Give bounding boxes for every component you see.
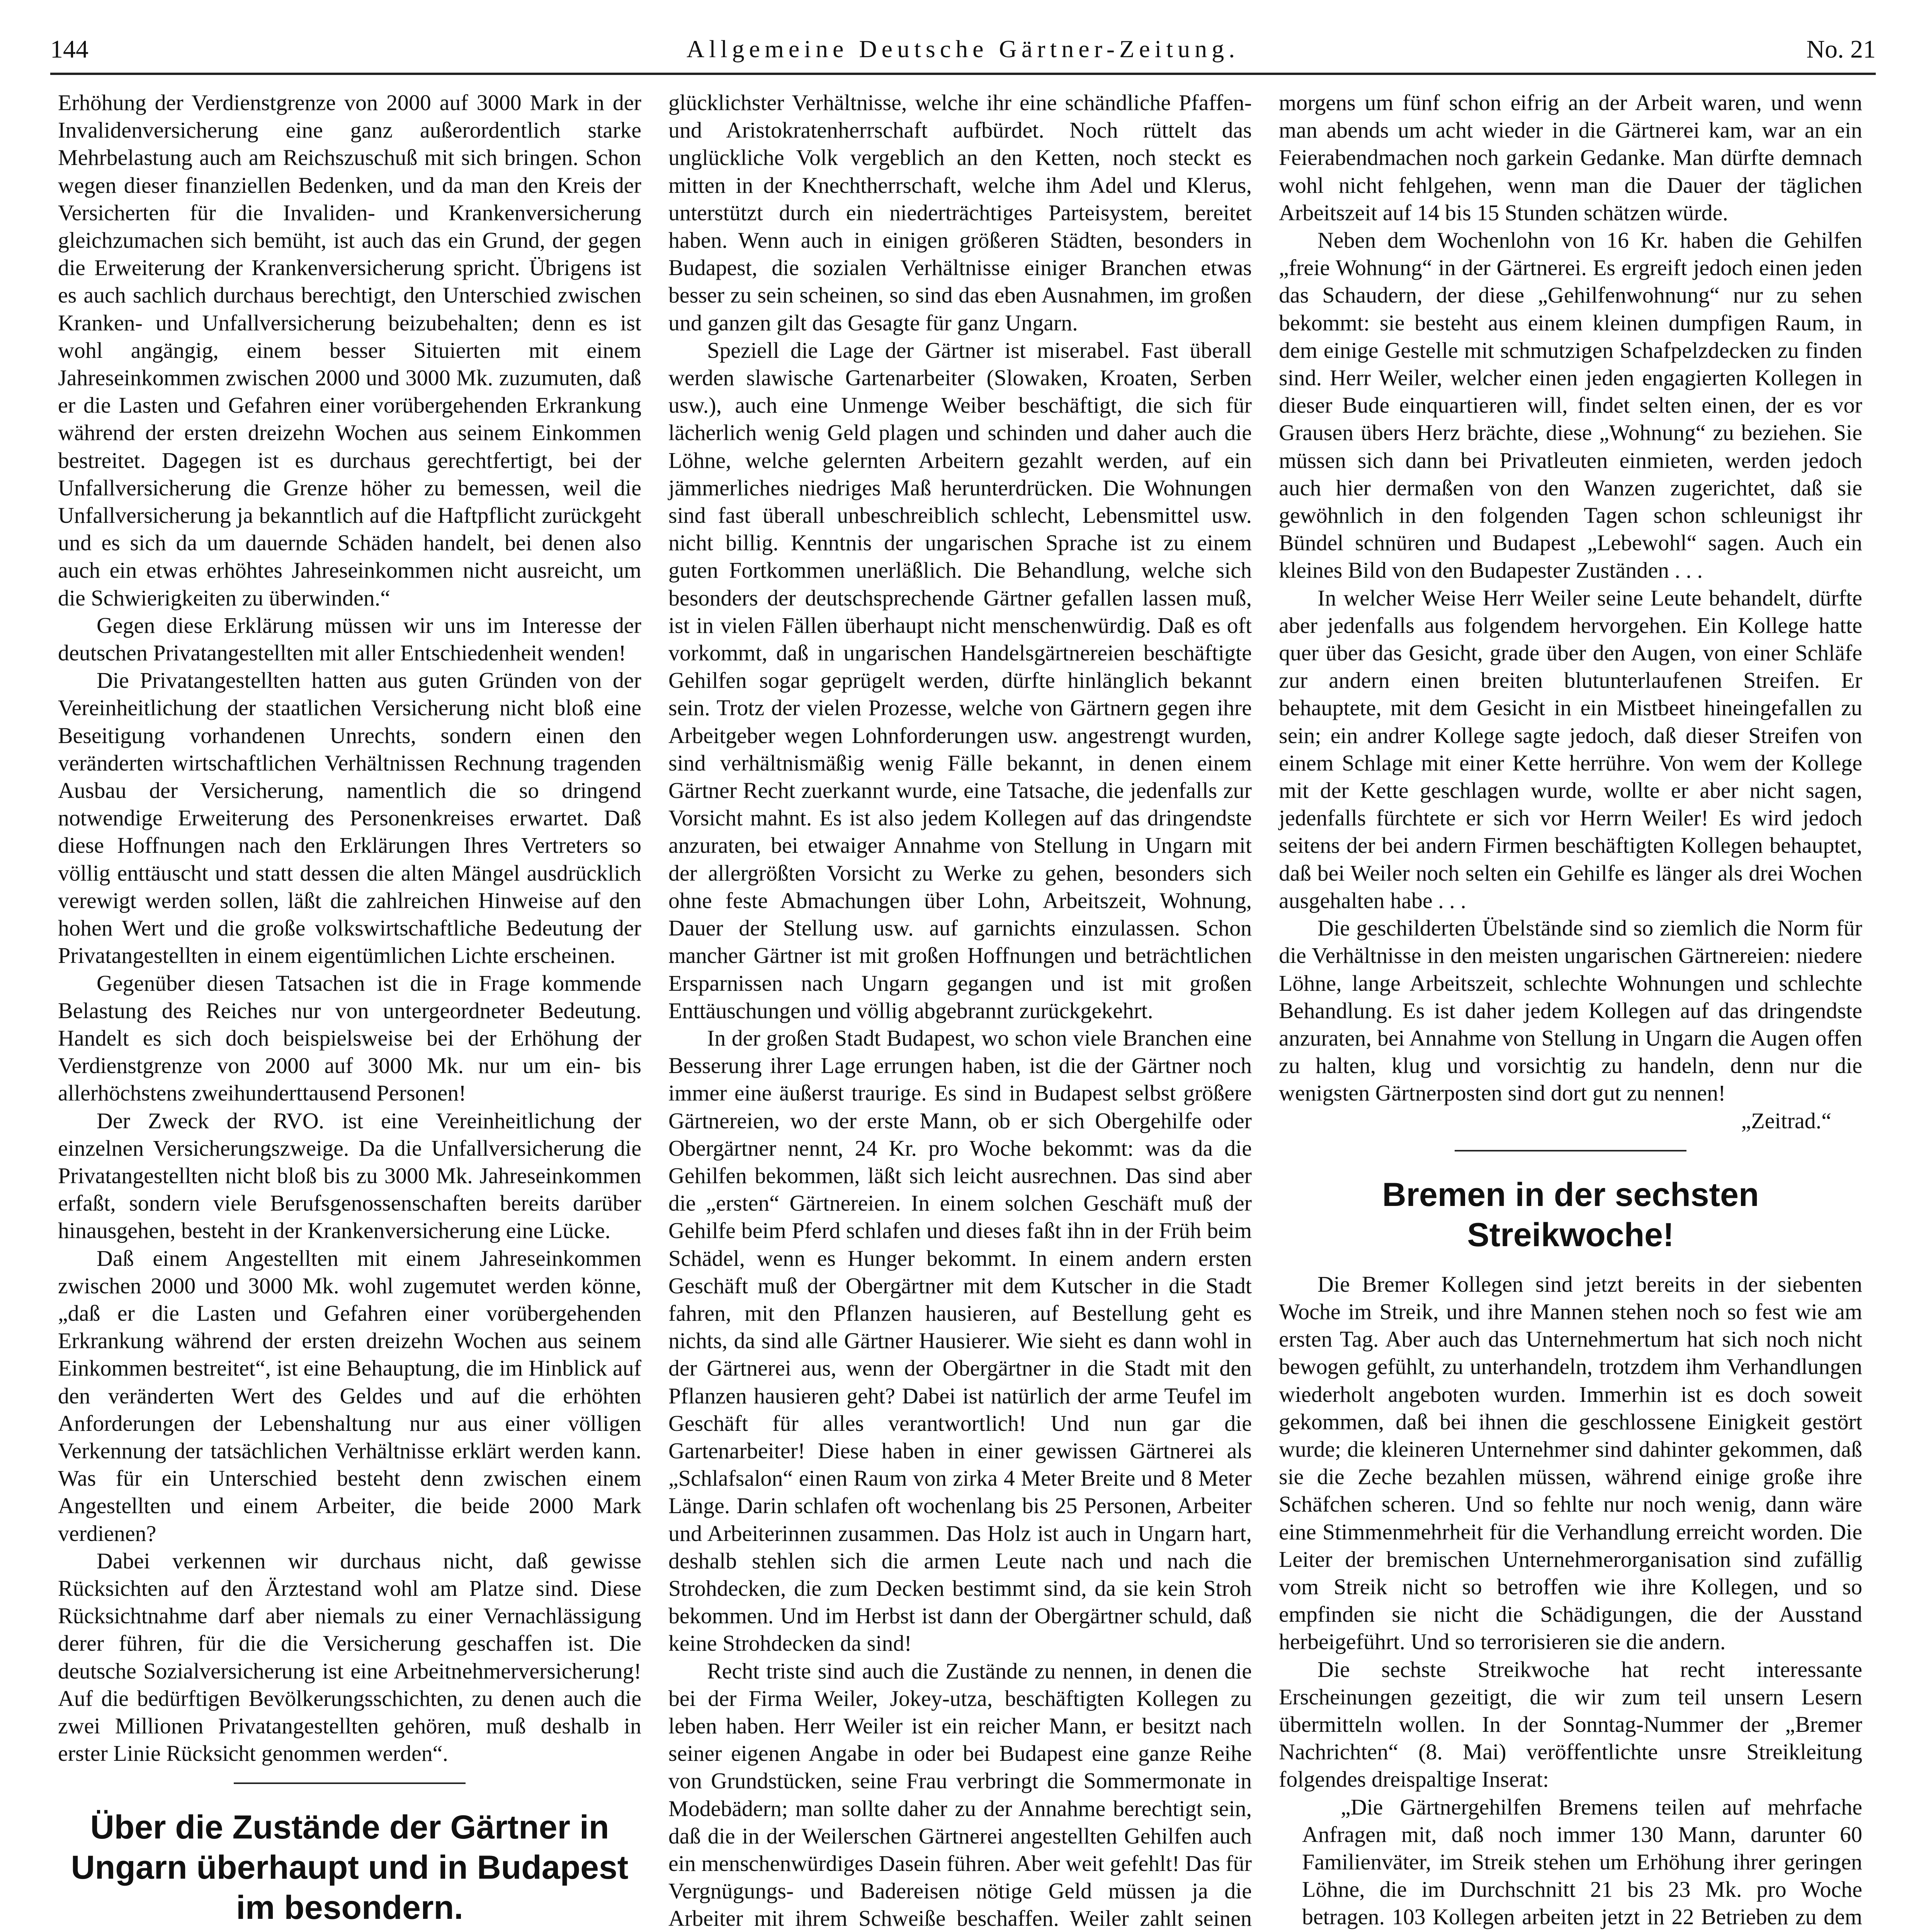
paragraph: Die geschilderten Übelstände sind so ziemlich die Norm für die Verhältnisse in den meisten ungarischen Gärtnereien: niedere Löhne, lange Arbeitszeit, schlechte Wohnungen und schlechte Behandlung. Es ist daher jedem Kollegen auf das dringendste anzuraten, bei Annahme von Stellung in Ungarn die Augen offen zu halten, klug und vorsichtig zu handeln, denn nur die wenigsten Gärtnerposten sind dort gut zu nennen! xyxy=(1279,915,1862,1106)
paragraph: morgens um fünf schon eifrig an der Arbeit waren, und wenn man abends um acht wieder in die Gärtnerei kam, war an ein Feierabendmachen noch garkein Gedanke. Man dürfte demnach wohl nicht fehlgehen, wenn man die Dauer der täglichen Arbeitszeit auf 14 bis 15 Stunden schätzen würde. xyxy=(1279,90,1862,225)
column-2 xyxy=(668,89,1252,1932)
column-1 xyxy=(58,89,641,1932)
paragraph: Erhöhung der Verdienstgrenze von 2000 auf 3000 Mark in der Invalidenversicherung eine ganz außerordentlich starke Mehrbelastung auch am Reichszuschuß mit sich bringen. Schon wegen dieser finanziellen Bedenken, und da man den Kreis der Versicherten für die Invaliden- und Krankenversicherung gleichzumachen sich bemüht, ist auch das ein Grund, der gegen die Erweiterung der Krankenversicherung spricht. Übrigens ist es auch sachlich durchaus berechtigt, den Unterschied zwischen Kranken- und Unfallversicherung beizubehalten; denn es ist wohl angängig, einem besser Situierten mit einem Jahreseinkommen zwischen 2000 und 3000 Mk. zuzumuten, daß er die Lasten und Gefahren einer vorübergehenden Erkrankung während der ersten dreizehn Wochen aus seinem Einkommen bestreitet. Dagegen ist es durchaus gerechtfertigt, bei der Unfallversicherung die Grenze höher zu bemessen, weil die Unfallversicherung ja bekanntlich auf die Haftpflicht zurückgeht und es sich da um dauernde Schäden handelt, bei denen also auch ein etwas erhöhtes Jahreseinkommen nicht ausreicht, um die Schwierigkeiten zu überwinden.“ xyxy=(58,90,641,611)
paragraph: Die sechste Streikwoche hat recht interessante Erscheinungen gezeitigt, die wir zum teil unsern Lesern übermitteln wollen. In der Sonntag-Nummer der „Bremer Nachrichten“ (8. Mai) veröffentlichte unsre Streikleitung folgendes dreispaltige Inserat: xyxy=(1279,1656,1862,1792)
article-separator xyxy=(234,1782,466,1784)
paragraph: In der großen Stadt Budapest, wo schon viele Branchen eine Besserung ihrer Lage errungen haben, ist die der Gärtner noch immer eine äußerst traurige. Es sind in Budapest selbst größere Gärtnereien, wo der erste Mann, ob er sich Obergehilfe oder Obergärtner nennt, 24 Kr. pro Woche bekommt: was da die Gehilfen bekommen, läßt sich leicht ausrechnen. Das sind aber die „ersten“ Gärtnereien. In einem solchen Geschäft muß der Gehilfe beim Pferd schlafen und dieses faßt ihn in der Früh beim Schädel, wenn es Hunger bekommt. In einem andern ersten Geschäft muß der Obergärtner mit dem Kutscher in die Stadt fahren, mit den Pflanzen hausieren, auf Bestellung geht es nichts, da sind alle Gärtner Hausierer. Wie sieht es dann wohl in der Gärtnerei aus, wenn der Obergärtner in die Stadt mit den Pflanzen hausieren geht? Dabei ist natürlich der arme Teufel im Geschäft für alles verantwortlich! Und nun gar die Gartenarbeiter! Diese haben in einer gewissen Gärtnerei als „Schlafsalon“ einen Raum von zirka 4 Meter Breite und 8 Meter Länge. Darin schlafen oft wochenlang bis 25 Personen, Arbeiter und Arbeiterinnen zusammen. Das Holz ist auch in Ungarn hart, deshalb stehlen sich die armen Leute nach und nach die Strohdecken, die zum Decken bestimmt sind, da sie kein Stroh bekommen. Und im Herbst ist dann der Obergärtner schuld, daß keine Strohdecken da sind! xyxy=(668,1025,1252,1656)
paragraph: glücklichster Verhältnisse, welche ihr eine schändliche Pfaffen- und Aristokratenherrschaft aufbürdet. Noch rüttelt das unglückliche Volk vergeblich an den Ketten, noch steckt es mitten in der Knechtherrschaft, welche ihm Adel und Klerus, unterstützt durch ein niederträchtiges Parteisystem, bereitet haben. Wenn auch in einigen größeren Städten, besonders in Budapest, die sozialen Verhältnisse einiger Branchen etwas besser zu sein scheinen, so sind das eben Ausnahmen, im großen und ganzen gilt das Gesagte für ganz Ungarn. xyxy=(668,90,1252,335)
column-3 xyxy=(1279,89,1862,1932)
header-rule xyxy=(50,73,1876,75)
article-heading-bremen: Bremen in der sechsten Streikwoche! xyxy=(1382,1176,1759,1253)
paragraph: Die Privatangestellten hatten aus guten Gründen von der Vereinheitlichung der staatlichen Versicherung nicht bloß eine Beseitigung vorhandenen Unrechts, sondern einen den veränderten wirtschaftlichen Verhältnissen Rechnung tragenden Ausbau der Versicherung, namentlich die so dringend notwendige Erweiterung des Personenkreises erwartet. Daß diese Hoffnungen nach den Erklärungen Ihres Vertreters so völlig enttäuscht und statt dessen die alten Mängel ausdrücklich verewigt werden sollen, läßt die zahlreichen Hinweise auf den hohen Wert und die große volkswirtschaftliche Bedeutung der Privatangestellten in einem eigentümlichen Lichte erscheinen. xyxy=(58,668,641,968)
issue-number: No. 21 xyxy=(1806,35,1876,63)
page-header xyxy=(50,35,1876,77)
paragraph: „Die Gärtnergehilfen Bremens teilen auf mehrfache Anfragen mit, daß noch immer 130 Mann, darunter 60 Familienväter, im Streik stehen um Erhöhung ihrer geringen Löhne, die im Durchschnitt 21 bis 23 Mk. pro Woche betragen. 103 Kollegen arbeiten jetzt in 22 Betrieben zu dem xyxy=(1302,1794,1862,1930)
paragraph: Daß einem Angestellten mit einem Jahreseinkommen zwischen 2000 und 3000 Mk. wohl zugemutet werden könne, „daß er die Lasten und Gefahren einer vorübergehenden Erkrankung während der ersten dreizehn Wochen aus seinem Einkommen bestreitet“, ist eine Behauptung, die im Hinblick auf den veränderten Wert des Geldes und auf die erhöhten Anforderungen der Lebenshaltung nur aus einer völligen Verkennung der tatsächlichen Verhältnisse erklärt werden kann. Was für ein Unterschied besteht denn zwischen einem Angestellten und einem Arbeiter, die beide 2000 Mark verdienen? xyxy=(58,1245,641,1546)
paragraph: Neben dem Wochenlohn von 16 Kr. haben die Gehilfen „freie Wohnung“ in der Gärtnerei. Es ergreift jedoch einen jeden das Schaudern, der diese „Gehilfenwohnung“ nur zu sehen bekommt: sie besteht aus einem kleinen dumpfigen Raum, in dem einige Gestelle mit schmutzigen Schafpelzdecken zu finden sind. Herr Weiler, welcher einen jeden engagierten Kollegen in dieser Bude einquartieren will, findet selten einen, der es vor Grausen übers Herz brächte, diese „Wohnung“ zu beziehen. Sie müssen sich dann bei Privatleuten einmieten, werden jedoch auch hier dermaßen von den Wanzen zugerichtet, daß sie gewöhnlich in den folgenden Tagen schon schleunigst ihr Bündel schnüren und Budapest „Lebewohl“ sagen. Auch ein kleines Bild von den Budapester Zuständen . . . xyxy=(1279,228,1862,583)
article-signature: „Zeitrad.“ xyxy=(1741,1108,1831,1133)
paragraph: Recht triste sind auch die Zustände zu nennen, in denen die bei der Firma Weiler, Jokey-utza, beschäftigten Kollegen zu leben haben. Herr Weiler ist ein reicher Mann, er besitzt nach seiner eigenen Angabe in oder bei Budapest eine ganze Reihe von Grundstücken, seine Frau verbringt die Sommermonate in Modebädern; man sollte daher zu der Annahme berechtigt sein, daß die in der Weilerschen Gärtnerei angestellten Gehilfen auch ein menschenwürdiges Dasein führen. Aber weit gefehlt! Das für Vergnügungs- und Badereisen nötige Geld müssen ja die Arbeiter mit ihrem Schweiße beschaffen. Weiler zahlt seinen xyxy=(668,1658,1252,1931)
paragraph: Dabei verkennen wir durchaus nicht, daß gewisse Rücksichten auf den Ärztestand wohl am Platze sind. Diese Rücksichtnahme darf aber niemals zu einer Vernachlässigung derer führen, für die die Versicherung geschaffen ist. Die deutsche Sozialversicherung ist eine Arbeitnehmerversicherung! Auf die bedürftigen Bevölkerungsschichten, zu denen auch die zwei Millionen Privatangestellten gehören, muß deshalb in erster Linie Rücksicht genommen werden“. xyxy=(58,1548,641,1766)
paragraph: Gegen diese Erklärung müssen wir uns im Interesse der deutschen Privatangestellten mit aller Entschiedenheit wenden! xyxy=(58,612,641,666)
quoted-advertisement xyxy=(1279,1793,1862,1932)
article-separator xyxy=(1455,1150,1686,1151)
article-heading-ungarn: Über die Zustände der Gärtner in Ungarn überhaupt und in Budapest im besondern. xyxy=(71,1809,629,1927)
paragraph: Gegenüber diesen Tatsachen ist die in Frage kommende Belastung des Reiches nur von untergeordneter Bedeutung. Handelt es sich doch beispielsweise bei der Erhöhung der Verdienstgrenze von 2000 auf 3000 Mk. nur um ein- bis allerhöchstens zweihunderttausend Personen! xyxy=(58,970,641,1106)
paragraph: In welcher Weise Herr Weiler seine Leute behandelt, dürfte aber jedenfalls aus folgendem hervorgehen. Ein Kollege hatte quer über das Gesicht, grade über den Augen, von einer Schläfe zur andern einen breiten blutunterlaufenen Streifen. Er behauptete, mit dem Gesicht in ein Mistbeet hineingefallen zu sein; ein andrer Kollege sagte jedoch, daß dieser Streifen von einem Schlage mit einer Kette herrühre. Von wem der Kollege mit der Kette geschlagen wurde, wollte er aber nicht sagen, jedenfalls fürchtete er sich vor Herrn Weiler! Es wird jedoch seitens der bei andern Firmen beschäftigten Kollegen behauptet, daß bei Weiler noch selten ein Gehilfe es länger als drei Wochen ausgehalten habe . . . xyxy=(1279,585,1862,913)
paragraph: Der Zweck der RVO. ist eine Vereinheitlichung der einzelnen Versicherungszweige. Da die Unfallversicherung die Privatangestellten nicht bloß bis zu 3000 Mk. Jahreseinkommen erfaßt, sondern viele Berufsgenossenschaften bereits darüber hinausgehen, besteht in der Krankenversicherung eine Lücke. xyxy=(58,1108,641,1243)
paragraph: Die Bremer Kollegen sind jetzt bereits in der siebenten Woche im Streik, und ihre Mannen stehen noch so fest wie am ersten Tag. Aber auch das Unternehmertum hat sich noch nicht bewogen gefühlt, zu unterhandeln, trotzdem ihm Verhandlungen wiederholt angeboten wurden. Immerhin ist es doch soweit gekommen, daß bei ihnen die geschlossene Einigkeit gestört wurde; die kleineren Unternehmer sind dahinter gekommen, daß sie die Zeche bezahlen müssen, während einige große ihre Schäfchen scheren. Und so fehlte nur noch wenig, dann wäre eine Stimmenmehrheit für die Verhandlung erreicht worden. Die Leiter der bremischen Unternehmerorganisation sind zufällig vom Streik nicht so betroffen wie ihre Kollegen, und so empfinden sie nicht die Schädigungen, die der Ausstand herbeigeführt. Und so terrorisieren sie die andern. xyxy=(1279,1271,1862,1655)
paragraph: Speziell die Lage der Gärtner ist miserabel. Fast überall werden slawische Gartenarbeiter (Slowaken, Kroaten, Serben usw.), auch eine Unmenge Weiber beschäftigt, die sich für lächerlich wenig Geld plagen und schinden und daher auch die Löhne, welche gelernten Arbeitern gezahlt werden, auf ein jämmerliches niedriges Maß herunterdrücken. Die Wohnungen sind fast überall unbeschreiblich schlecht, Lebensmittel usw. nicht billig. Kenntnis der ungarischen Sprache ist zu einem guten Fortkommen unerläßlich. Die Behandlung, welche sich besonders der deutschsprechende Gärtner gefallen lassen muß, ist in vielen Fällen überhaupt nicht menschenwürdig. Daß es oft vorkommt, daß in ungarischen Handelsgärtnereien beschäftigte Gehilfen sogar geprügelt werden, dürfte hinlänglich bekannt sein. Trotz der vielen Prozesse, welche von Gärtnern gegen ihre Arbeitgeber wegen Lohnforderungen usw. angestrengt wurden, sind verhältnismäßig wenig Fälle bekannt, in denen einem Gärtner Recht zuerkannt wurde, eine Tatsache, die jedenfalls zur Vorsicht mahnt. Es ist also jedem Kollegen auf das dringendste anzuraten, bei etwaiger Annahme von Stellung in Ungarn mit der allergrößten Vorsicht zu Werke zu gehen, besonders sich ohne feste Abmachungen über Lohn, Arbeitszeit, Wohnung, Dauer der Stellung usw. auf garnichts einzulassen. Schon mancher Gärtner ist mit großen Hoffnungen und beträchtlichen Ersparnissen nach Ungarn gegangen und ist mit großen Enttäuschungen und völlig abgebrannt zurückgekehrt. xyxy=(668,337,1252,1023)
masthead-title: Allgemeine Deutsche Gärtner-Zeitung. xyxy=(686,35,1240,63)
page-number: 144 xyxy=(50,35,88,63)
